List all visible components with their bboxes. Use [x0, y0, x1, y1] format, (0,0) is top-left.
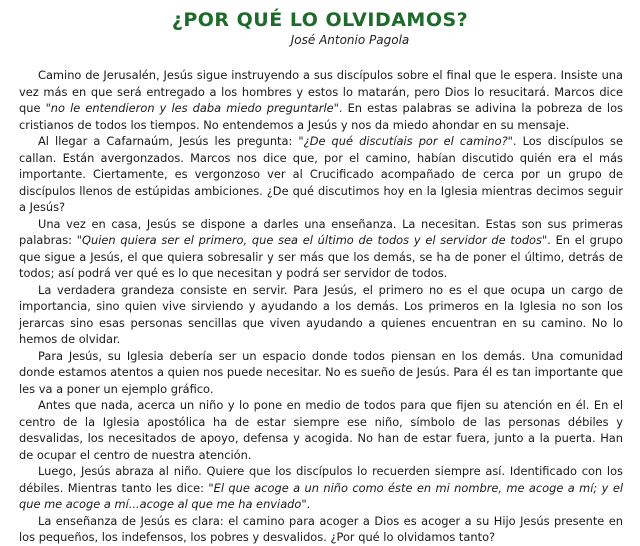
paragraph-text: Luego, Jesús abraza al niño. Quiere que los discípulos lo recuerden siempre así. Identificado con los débiles. Mientras tanto les dice: — [19, 464, 623, 495]
paragraph-7 — [19, 463, 623, 513]
paragraph-text: Al llegar a Cafarnaúm, Jesús les pregunta: — [38, 134, 299, 148]
paragraph-text: Antes que nada, acerca un niño y lo pone en medio de todos para que fijen su atención en él. En el centro de la Iglesia apostólica ha de estar siempre ese niño, símbolo de las personas débiles y desvalidas, los necesitados de apoyo, defensa y acogida. No han de estar fuera, junto a la puerta. Han de ocupar el centro de nuestra atención. — [19, 398, 623, 462]
document-author: José Antonio Pagola — [290, 33, 410, 47]
paragraph-text: Camino de Jerusalén, Jesús sigue instruyendo a sus discípulos sobre el final que le espera. Insiste una vez más en que será entregado a los hombres y estos lo matarán, pero Dios lo resucitará. Marcos dice que — [19, 68, 623, 115]
paragraph-text: Para Jesús, su Iglesia debería ser un espacio donde todos piensan en los demás. Una comunidad donde estamos atentos a quien nos puede necesitar. No es sueño de Jesús. Para él es tan importante que les va a poner un ejemplo gráfico. — [19, 348, 623, 396]
paragraph-quote: "¿De qué discutíais por el camino?" — [298, 134, 513, 148]
paragraph-text: . — [306, 497, 311, 511]
paragraph-quote: "Quien quiera ser el primero, que sea el último de todos y el servidor de todos" — [76, 233, 548, 247]
paragraph-5 — [19, 348, 623, 398]
paragraph-text: La verdadera grandeza consiste en servir. Para Jesús, el primero no es el que ocupa un cargo de importancia, sino quien vive sirviendo y ayudando a los demás. Los primeros en la Iglesia no son los jerarcas sino esas personas sencillas que viven ayudando a quienes encuentran en su camino. No lo hemos de olvidar. — [19, 282, 623, 346]
paragraph-1 — [19, 67, 623, 133]
paragraph-text: La enseñanza de Jesús es clara: el camino para acoger a Dios es acoger a su Hijo Jesús presente en los pequeños, los indefensos, los pobres y desvalidos. ¿Por qué lo olvidamos tanto? — [19, 513, 623, 544]
paragraph-2 — [19, 133, 623, 216]
paragraph-6 — [19, 397, 623, 463]
paragraph-3 — [19, 216, 623, 282]
paragraph-text: . Los discípulos se callan. Están avergonzados. Marcos nos dice que, por el camino, habían discutido quién era el más importante. Ciertamente, es vergonzoso ver al Crucificado acompañado de cerca por un grupo de discípulos llenos de estúpidas ambiciones. ¿De qué discutimos hoy en la Iglesia mientras decimos seguir a Jesús? — [19, 134, 623, 214]
paragraph-text: Una vez en casa, Jesús se dispone a darles una enseñanza. La necesitan. Estas son sus primeras palabras: — [19, 216, 623, 247]
paragraph-8 — [19, 513, 623, 546]
paragraph-quote: "no le entendieron y les daba miedo preguntarle" — [45, 101, 339, 115]
document-title: ¿POR QUÉ LO OLVIDAMOS? — [171, 9, 469, 31]
document-body — [19, 67, 623, 546]
paragraph-4 — [19, 282, 623, 348]
paragraph-quote: "El que acoge a un niño como éste en mi nombre, me acoge a mí; y el que me acoge a mí...acoge al que me ha enviado" — [19, 480, 623, 511]
paragraph-text: . En estas palabras se adivina la pobreza de los cristianos de todos los tiempos. No entendemos a Jesús y nos da miedo ahondar en su mensaje. — [19, 101, 623, 132]
paragraph-text: . En el grupo que sigue a Jesús, el que quiera sobresalir y ser más que los demás, se ha de poner el último, detrás de todos; así podrá ver qué es lo que necesitan y podrá ser servidor de todos. — [19, 233, 623, 280]
